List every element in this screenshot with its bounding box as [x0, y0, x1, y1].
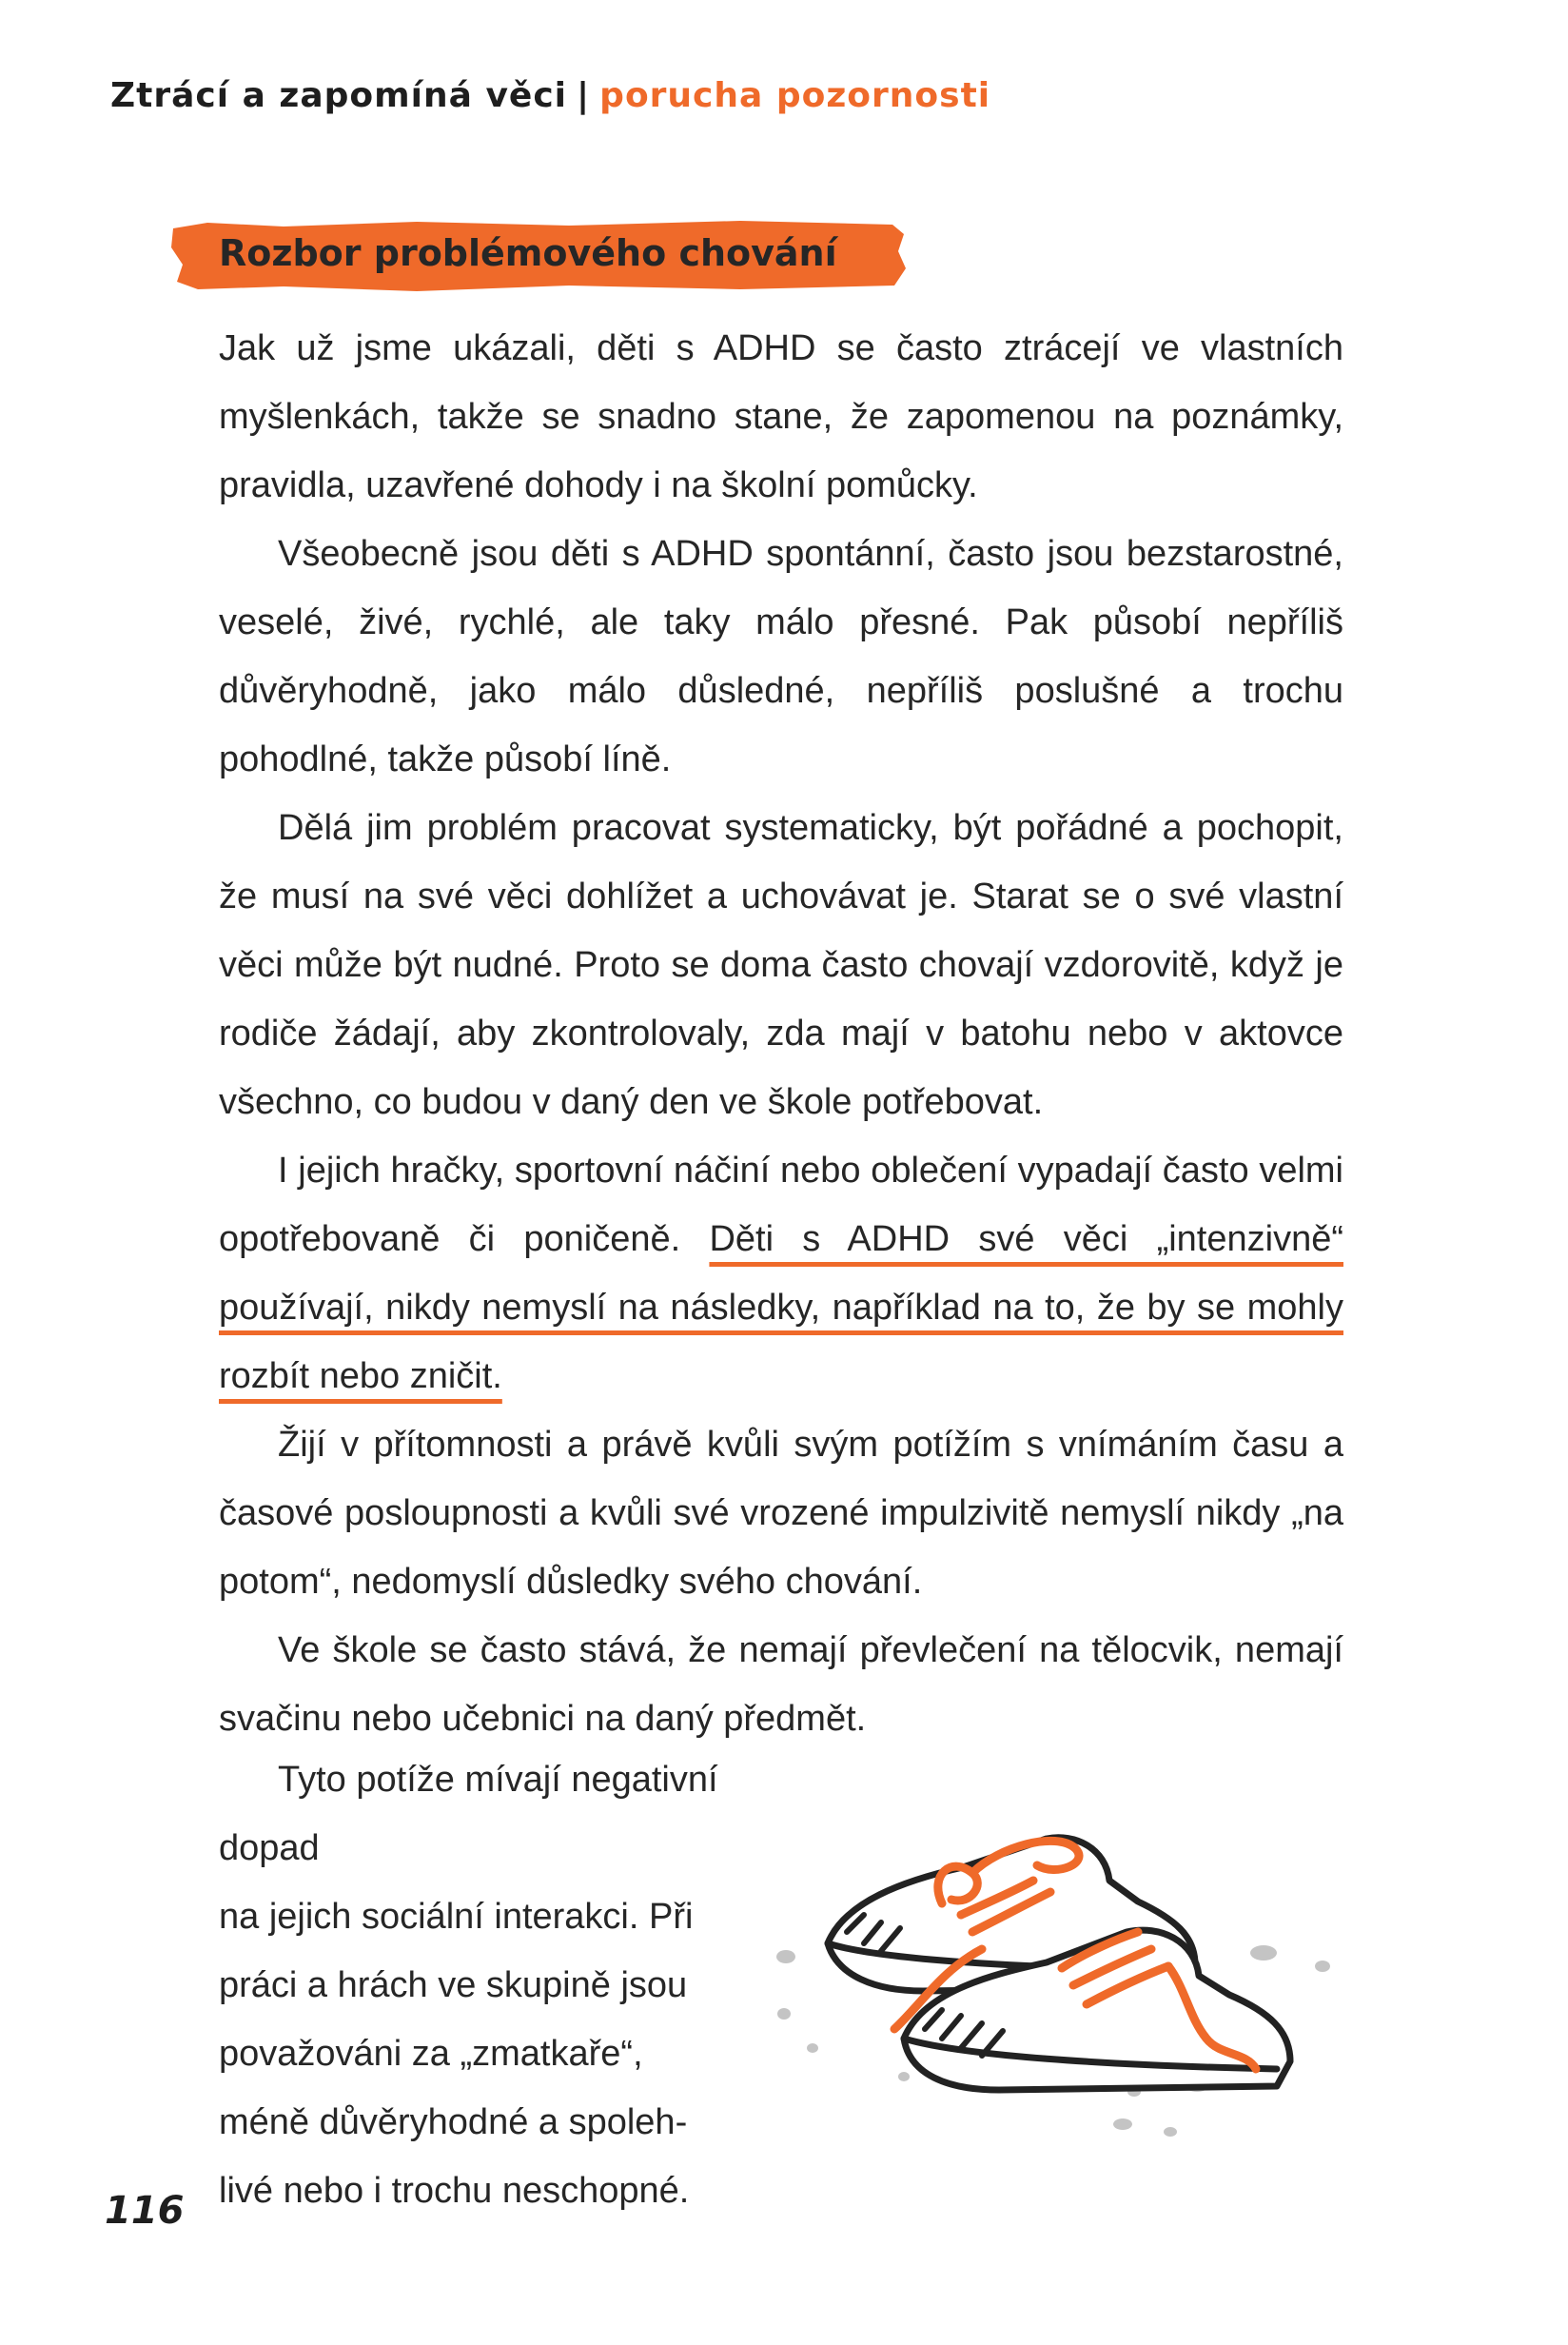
section-heading-banner: [169, 219, 908, 293]
paragraph: Ve škole se často stává, že nemají převlečení na tělocvik, nemají svačinu nebo učebnici na daný předmět.: [219, 1630, 1343, 1739]
highlight-paragraph: [219, 1136, 1343, 1410]
section-heading: Rozbor problémového chování: [219, 232, 837, 274]
final-line: považováni za „zmatkaře“,: [219, 2034, 643, 2074]
paragraph: Žijí v přítomnosti a právě kvůli svým potížím s vnímáním času a časové posloupnosti a kvůli své vrozené impulzivitě nemyslí nikdy „na potom“, nedomyslí důsledky svého chování.: [219, 1425, 1343, 1602]
paragraph: Dělá jim problém pracovat systematicky, být pořádné a pochopit, že musí na své věci dohlížet a uchovávat je. Starat se o své vlastní věci může být nudné. Proto se doma často chovají vzdorovitě, když je rodiče žádají, aby zkontrolovaly, zda mají v batohu nebo v aktovce všechno, co budou v daný den ve škole potřebovat.: [219, 808, 1343, 1122]
header-separator: |: [577, 76, 591, 115]
final-line: Tyto potíže mívají negativní dopad: [219, 1760, 718, 1868]
final-line: livé nebo i trochu neschopné.: [219, 2171, 690, 2211]
paragraph-lead: I jejich hračky, sportovní náčiní nebo oblečení vypadají často velmi opotřebovaně či poničeně.: [219, 1151, 1343, 1259]
final-line: méně důvěryhodné a spoleh-: [219, 2102, 688, 2142]
page-number: 116: [105, 2189, 185, 2233]
underlined-sentence: Děti s ADHD své věci „intenzivně“ používají, nikdy nemyslí na následky, například na to, že by se mohly rozbít nebo zničit.: [219, 1219, 1343, 1396]
sneakers-with-untied-laces-icon: [761, 1789, 1370, 2151]
final-line: na jejich sociální interakci. Při: [219, 1897, 694, 1937]
paragraph: Všeobecně jsou děti s ADHD spontánní, často jsou bezstarostné, veselé, živé, rychlé, ale taky málo přesné. Pak působí nepříliš důvěryhodně, jako málo důsledné, nepříliš poslušné a trochu pohodlné, takže působí líně.: [219, 534, 1343, 779]
header-title: Ztrácí a zapomíná věci: [110, 76, 568, 115]
paragraph: Jak už jsme ukázali, děti s ADHD se často ztrácejí ve vlastních myšlenkách, takže se snadno stane, že zapomenou na poznámky, pravidla, uzavřené dohody i na školní pomůcky.: [219, 328, 1343, 505]
body-text: [219, 314, 1343, 1753]
header-subtitle: porucha pozornosti: [599, 76, 991, 115]
final-paragraph: [219, 1745, 761, 2225]
final-line: práci a hrách ve skupině jsou: [219, 1965, 688, 2005]
running-header: [110, 76, 990, 115]
